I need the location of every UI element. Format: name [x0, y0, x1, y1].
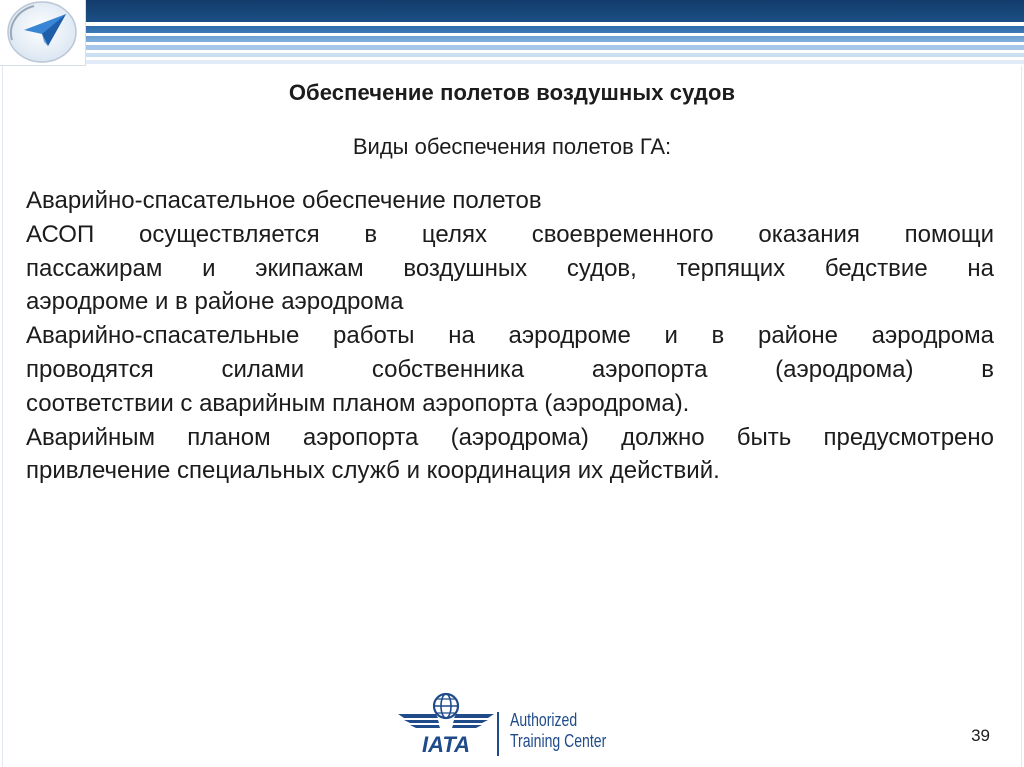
- right-border: [1021, 66, 1022, 767]
- paragraph-line: Аварийно-спасательные работы на аэродроме и в районе аэродрома: [26, 322, 994, 350]
- paragraph-line: пассажирам и экипажам воздушных судов, терпящих бедствие на: [26, 254, 994, 282]
- slide-title: Обеспечение полетов воздушных судов: [288, 80, 736, 105]
- slide-body: [26, 184, 994, 488]
- header-logo: [0, 0, 86, 66]
- paragraph-line: аэродроме и в районе аэродрома: [26, 288, 404, 316]
- paragraph-line: АСОП осуществляется в целях своевременного оказания помощи: [26, 220, 994, 248]
- authorized-training-center-label: [510, 710, 606, 752]
- paragraph-line: соответствии с аварийным планом аэропорта (аэродрома).: [26, 389, 690, 417]
- slide-subtitle: Виды обеспечения полетов ГА:: [352, 134, 672, 159]
- paragraph-asop: [26, 218, 994, 319]
- header-band: [86, 0, 1024, 66]
- paragraph-line: Аварийным планом аэропорта (аэродрома) должно быть предусмотрено: [26, 423, 994, 451]
- paragraph-rescue-works: [26, 319, 994, 420]
- paragraph-emergency-plan: [26, 421, 994, 489]
- iata-logo: [396, 688, 496, 758]
- paper-plane-icon: [4, 0, 82, 66]
- paragraph-line: проводятся силами собственника аэропорта (аэродрома) в: [26, 355, 994, 383]
- atc-line-authorized: Authorized: [510, 710, 578, 730]
- footer-divider: [497, 712, 499, 756]
- atc-line-training-center: Training Center: [510, 731, 607, 751]
- svg-text:IATA: IATA: [421, 732, 471, 757]
- paragraph-line: привлечение специальных служб и координация их действий.: [26, 457, 720, 485]
- page-number: 39: [971, 726, 990, 745]
- section-heading: Аварийно-спасательное обеспечение полетов: [26, 187, 542, 214]
- left-border: [2, 66, 3, 767]
